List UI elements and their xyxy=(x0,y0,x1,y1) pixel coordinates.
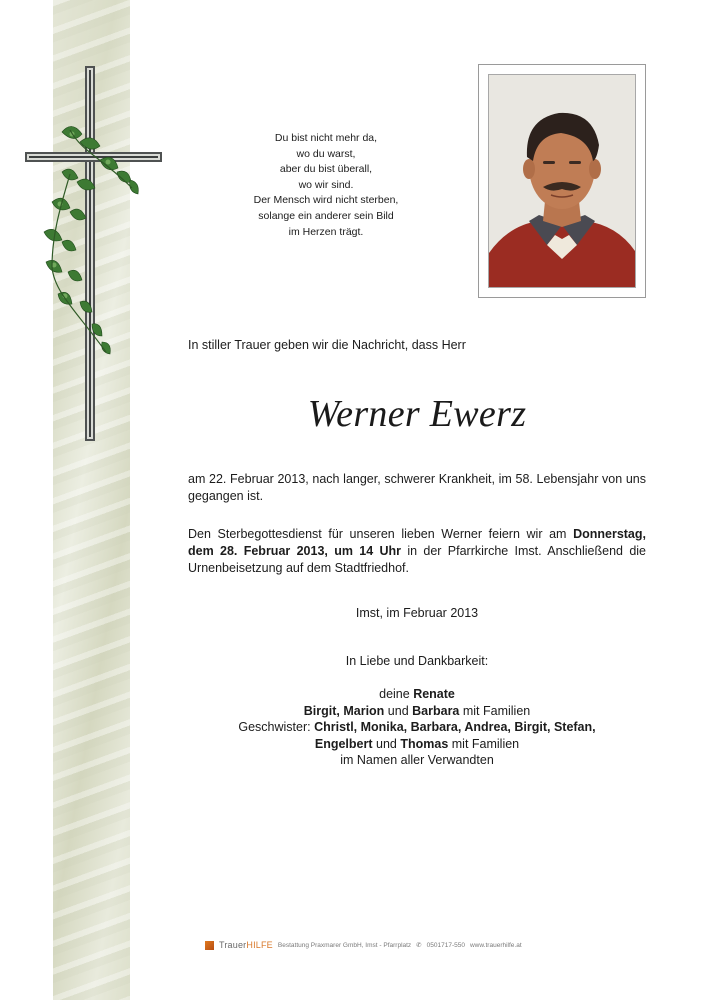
poem-line: im Herzen trägt. xyxy=(288,225,364,238)
family-line: im Namen aller Verwandten xyxy=(340,753,494,767)
portrait-photo xyxy=(488,74,636,288)
poem-line: Der Mensch wird nicht sterben, xyxy=(253,194,399,207)
service-text: Den Sterbegottesdienst für unseren lieben Werner feiern wir am xyxy=(188,527,574,541)
website-link[interactable]: www.trauerhilfe.at xyxy=(469,941,522,949)
portrait-frame xyxy=(478,64,646,298)
poem-line: Du bist nicht mehr da, xyxy=(274,132,378,144)
poem xyxy=(226,131,426,240)
phone-icon: ✆ xyxy=(416,942,422,949)
family-signature xyxy=(188,686,646,769)
poem-line: wo wir sind. xyxy=(298,178,354,191)
service-location-text: in der Pfarrkirche Imst. Anschließend die Urnenbeisetzung auf dem Stadtfriedhof. xyxy=(188,544,647,575)
service-date-time: Donnerstag, dem 28. Februar 2013, um 14 Uhr xyxy=(188,527,646,558)
family-line: Birgit, Marion und Barbara mit Familien xyxy=(303,703,531,718)
poem-line: wo du warst, xyxy=(296,147,356,160)
deceased-name: Werner Ewerz xyxy=(307,393,527,435)
trauerhilfe-logo-icon xyxy=(205,941,214,950)
cross-with-ivy-icon xyxy=(22,62,167,447)
company-name: Bestattung Praxmarer GmbH, Imst - Pfarrplatz xyxy=(277,941,412,949)
funeral-service-paragraph xyxy=(188,526,646,577)
death-notice-paragraph: am 22. Februar 2013, nach langer, schwerer Krankheit, im 58. Lebensjahr von uns gegangen ist. xyxy=(188,472,646,503)
family-line: Geschwister: Christl, Monika, Barbara, Andrea, Birgit, Stefan, xyxy=(238,720,596,734)
poem-line: aber du bist überall, xyxy=(279,163,373,176)
brand-name: TrauerHILFE xyxy=(219,940,273,950)
place-date: Imst, im Februar 2013 xyxy=(355,606,479,620)
footer xyxy=(205,940,522,950)
poem-line: solange ein anderer sein Bild xyxy=(258,209,394,222)
intro-text: In stiller Trauer geben wir die Nachricht, dass Herr xyxy=(188,338,466,352)
family-line: Engelbert und Thomas mit Familien xyxy=(314,736,520,751)
family-line: deine Renate xyxy=(379,687,455,701)
phone-number: 0501717-550 xyxy=(426,941,465,949)
thanks-line: In Liebe und Dankbarkeit: xyxy=(345,654,489,668)
